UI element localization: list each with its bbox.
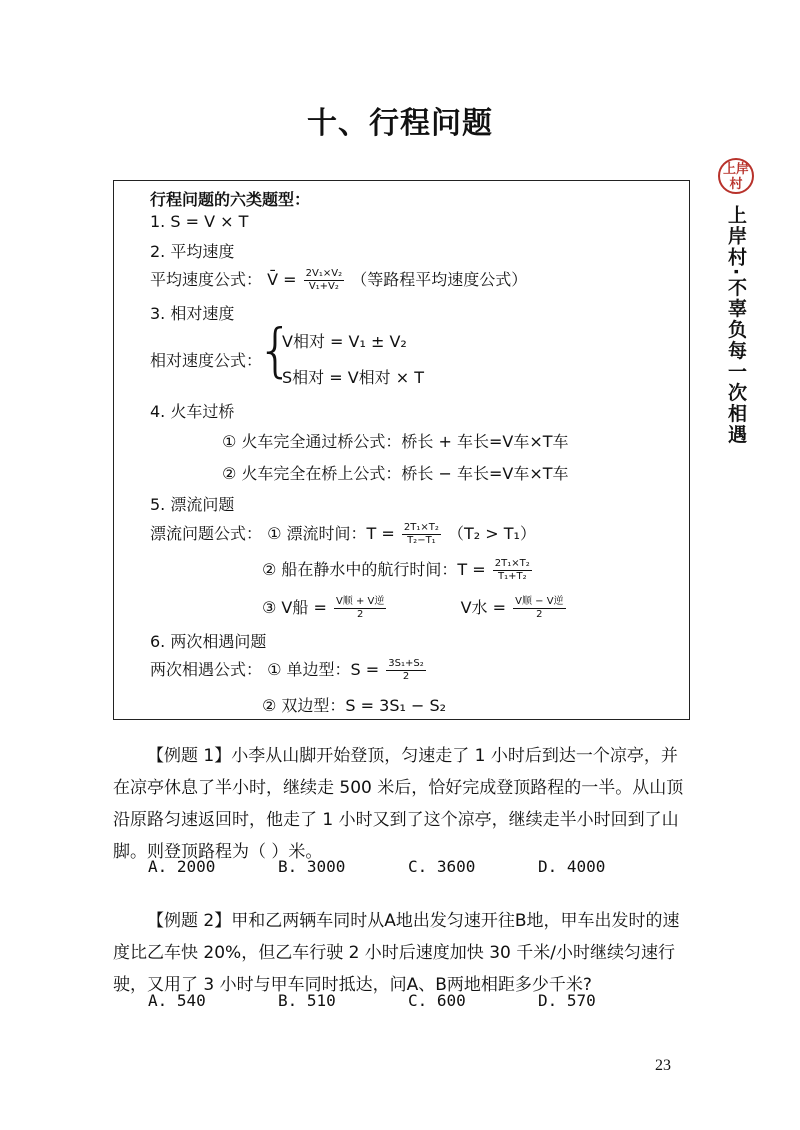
- drift-3b-fraction: [513, 596, 565, 621]
- example-1-option-b: B. 3000: [278, 857, 346, 876]
- avg-lhs: V̄ =: [267, 270, 297, 289]
- avg-note: （等路程平均速度公式）: [351, 270, 528, 289]
- drift-1-numerator: 2T₁×T₂: [403, 522, 439, 533]
- avg-speed-formula: [150, 267, 527, 293]
- rel-label: 相对速度公式：: [150, 351, 263, 370]
- type-2-heading: 2. 平均速度: [150, 242, 235, 261]
- type-3-heading: 3. 相对速度: [150, 304, 235, 323]
- drift-formula-3: [262, 595, 568, 621]
- type-1-heading: 1. S = V × T: [150, 212, 249, 231]
- page-number: 23: [655, 1057, 671, 1074]
- drift-3b-numerator: V顺 − V逆: [515, 596, 564, 607]
- meet-label: 两次相遇公式：: [150, 660, 263, 679]
- drift-3-denominator: 2: [356, 609, 364, 620]
- meet-1-numerator: 3S₁+S₂: [388, 658, 424, 669]
- meet-formula-2: ② 双边型：S = 3S₁ − S₂: [262, 696, 447, 715]
- example-1-option-c: C. 3600: [408, 857, 476, 876]
- rel-formula-2: S相对 = V相对 × T: [282, 368, 425, 387]
- curly-brace-icon: {: [257, 316, 294, 384]
- drift-formula-1: [150, 521, 536, 547]
- example-2-option-d: D. 570: [538, 991, 596, 1010]
- avg-label: 平均速度公式：: [150, 270, 263, 289]
- type-5-heading: 5. 漂流问题: [150, 495, 235, 514]
- drift-3-prefix: ③ V船 =: [262, 598, 327, 617]
- example-1-text: 【例题 1】小李从山脚开始登顶，匀速走了 1 小时后到达一个凉亭，并在凉亭休息了半小时，继续走 500 米后，恰好完成登顶路程的一半。从山顶沿原路匀速返回时，他走了 1 小时又到了这个凉亭，继续走半小时回到了山脚。则登顶路程为（ ）米。: [113, 746, 684, 862]
- example-2-option-c: C. 600: [408, 991, 466, 1010]
- brand-logo: 上岸村: [718, 158, 754, 194]
- example-1-option-a: A. 2000: [148, 857, 216, 876]
- drift-label: 漂流问题公式：: [150, 524, 263, 543]
- drift-2-numerator: 2T₁×T₂: [494, 558, 530, 569]
- drift-1-denominator: T₂−T₁: [407, 535, 436, 546]
- drift-1-prefix: ① 漂流时间：T =: [267, 524, 395, 543]
- avg-denominator: V₁+V₂: [308, 281, 339, 292]
- example-2-option-a: A. 540: [148, 991, 206, 1010]
- brand-slogan: 上岸村·不辜负每一次相遇: [725, 205, 747, 446]
- formula-box-heading: 行程问题的六类题型：: [150, 190, 311, 209]
- formula-box: [113, 180, 690, 720]
- avg-fraction: [304, 268, 344, 293]
- drift-3-numerator: V顺 + V逆: [335, 596, 385, 607]
- example-1-option-d: D. 4000: [538, 857, 606, 876]
- example-2-text: 【例题 2】甲和乙两辆车同时从A地出发匀速开往B地，甲车出发时的速度比乙车快 20%，但乙车行驶 2 小时后速度加快 30 千米/小时继续匀速行驶，又用了 3 小时与甲车同时抵达，问A、B两地相距多少千米?: [113, 911, 680, 995]
- page-title: 十、行程问题: [307, 106, 493, 141]
- meet-1-fraction: [386, 658, 425, 683]
- drift-2-fraction: [493, 558, 532, 583]
- drift-formula-2: [262, 557, 534, 583]
- train-formula-2: ② 火车完全在桥上公式：桥长 − 车长=V车×T车: [222, 464, 569, 483]
- type-6-heading: 6. 两次相遇问题: [150, 632, 267, 651]
- meet-formula-1: [150, 657, 428, 683]
- meet-1-denominator: 2: [402, 671, 410, 682]
- drift-3-fraction: [334, 596, 386, 621]
- rel-formula-1: V相对 = V₁ ± V₂: [282, 332, 407, 351]
- drift-1-fraction: [402, 522, 441, 547]
- type-4-heading: 4. 火车过桥: [150, 402, 235, 421]
- meet-1-prefix: ① 单边型：S =: [267, 660, 380, 679]
- drift-3b-prefix: V水 =: [460, 598, 507, 617]
- drift-2-denominator: T₁+T₂: [497, 571, 527, 582]
- drift-1-condition: （T₂ > T₁）: [447, 524, 536, 543]
- drift-2-prefix: ② 船在静水中的航行时间：T =: [262, 560, 486, 579]
- example-2-option-b: B. 510: [278, 991, 336, 1010]
- avg-numerator: 2V₁×V₂: [305, 268, 343, 279]
- train-formula-1: ① 火车完全通过桥公式：桥长 + 车长=V车×T车: [222, 432, 569, 451]
- drift-3b-denominator: 2: [536, 609, 543, 620]
